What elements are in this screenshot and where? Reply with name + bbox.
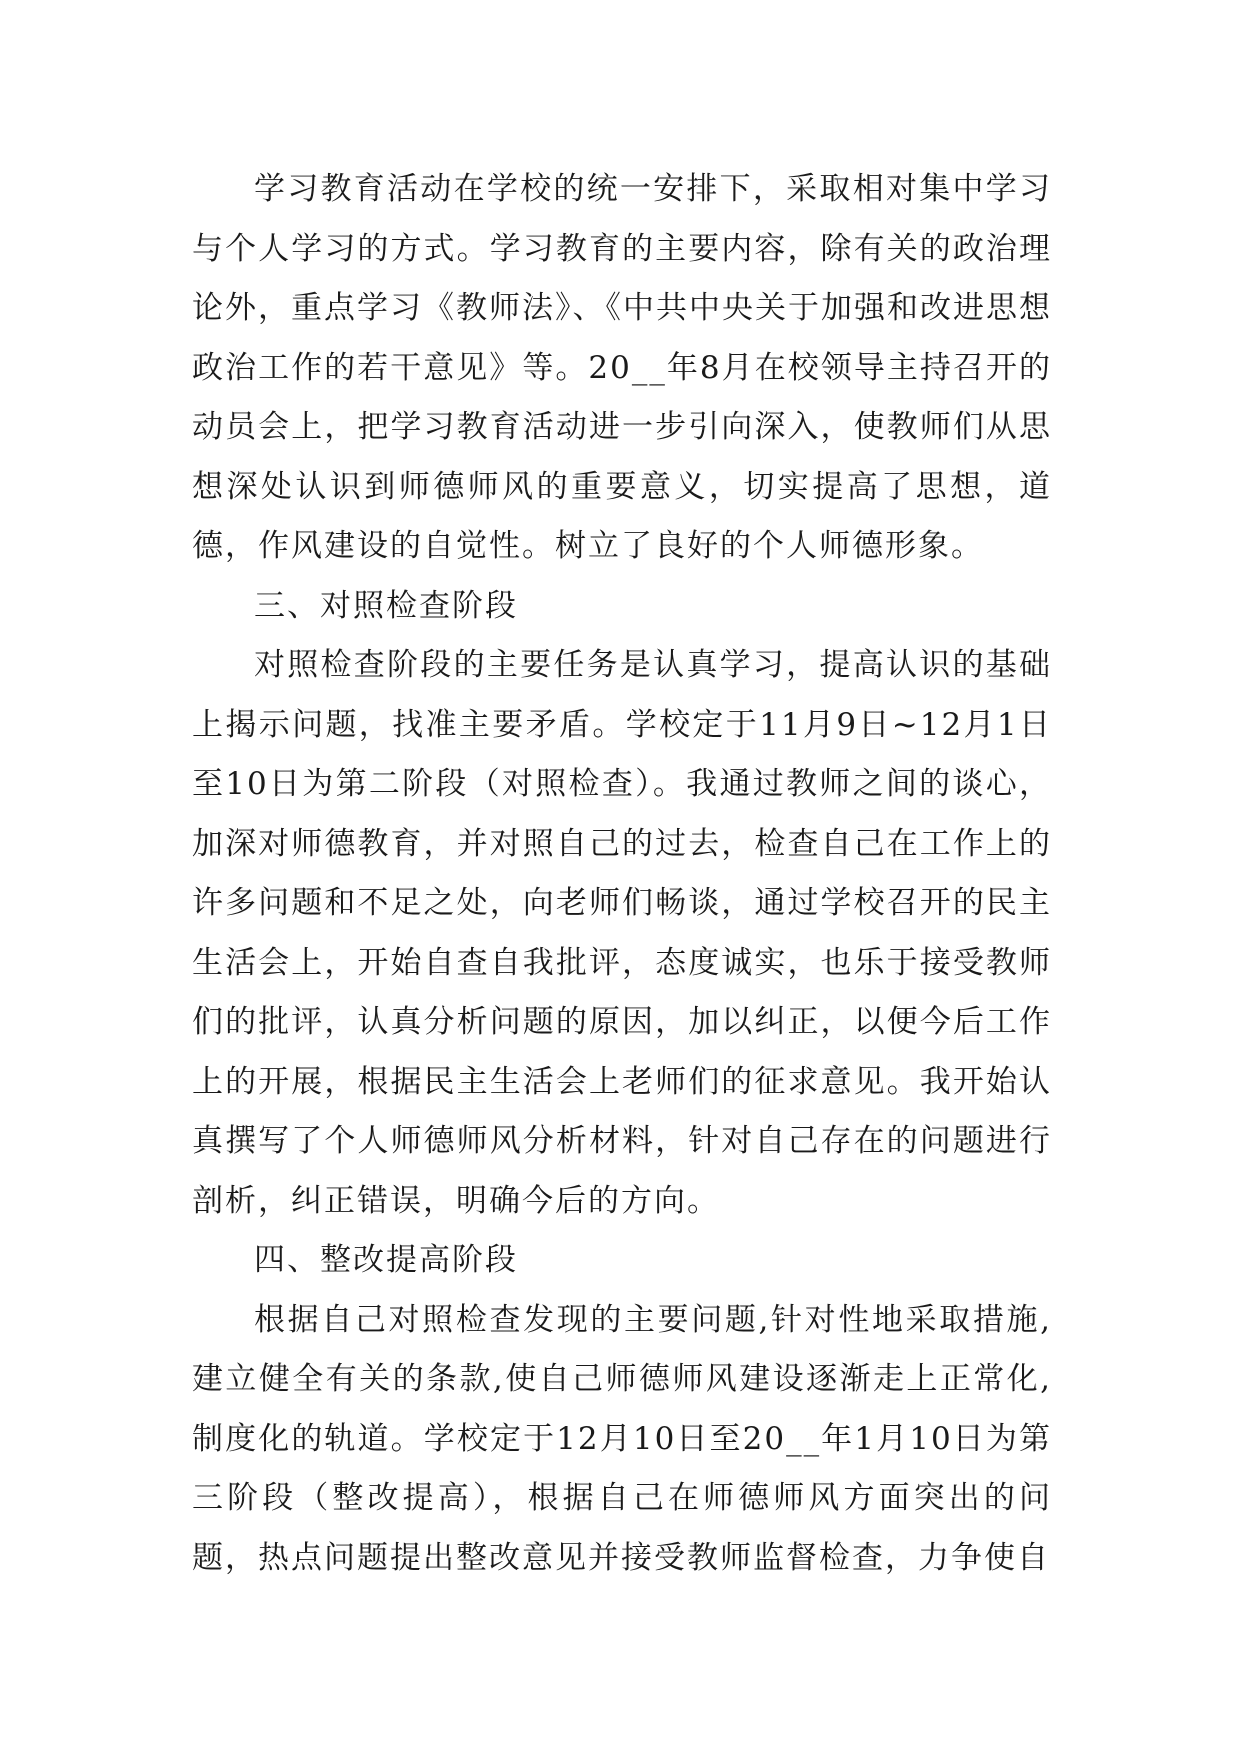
section-heading-rectification: 四、整改提高阶段 xyxy=(254,1242,518,1278)
paragraph-rectification: 根据自己对照检查发现的主要问题,针对性地采取措施,建立健全有关的条款,使自己师德师风建设逐渐走上正常化,制度化的轨道。学校定于12月10日至20__年1月10日为第三阶段（整改提高），根据自己在师德师风方面突出的问题，热点问题提出整改意见并接受教师监督检查，力争使自 xyxy=(192,1301,1052,1576)
document-body xyxy=(192,160,1052,1588)
paragraph-study-education: 学习教育活动在学校的统一安排下，采取相对集中学习与个人学习的方式。学习教育的主要内容，除有关的政治理论外，重点学习《教师法》、《中共中央关于加强和改进思想政治工作的若干意见》等。20__年8月在校领导主持召开的动员会上，把学习教育活动进一步引向深入，使教师们从思想深处认识到师德师风的重要意义，切实提高了思想，道德，作风建设的自觉性。树立了良好的个人师德形象。 xyxy=(192,171,1052,564)
section-heading-comparison-check: 三、对照检查阶段 xyxy=(254,587,518,624)
paragraph-comparison-check: 对照检查阶段的主要任务是认真学习，提高认识的基础上揭示问题，找准主要矛盾。学校定于11月9日~12月1日至10日为第二阶段（对照检查）。我通过教师之间的谈心，加深对师德教育，并对照自己的过去，检查自己在工作上的许多问题和不足之处，向老师们畅谈，通过学校召开的民主生活会上，开始自查自我批评，态度诚实，也乐于接受教师们的批评，认真分析问题的原因，加以纠正，以便今后工作上的开展，根据民主生活会上老师们的征求意见。我开始认真撰写了个人师德师风分析材料，针对自己存在的问题进行剖析，纠正错误，明确今后的方向。 xyxy=(192,647,1052,1219)
